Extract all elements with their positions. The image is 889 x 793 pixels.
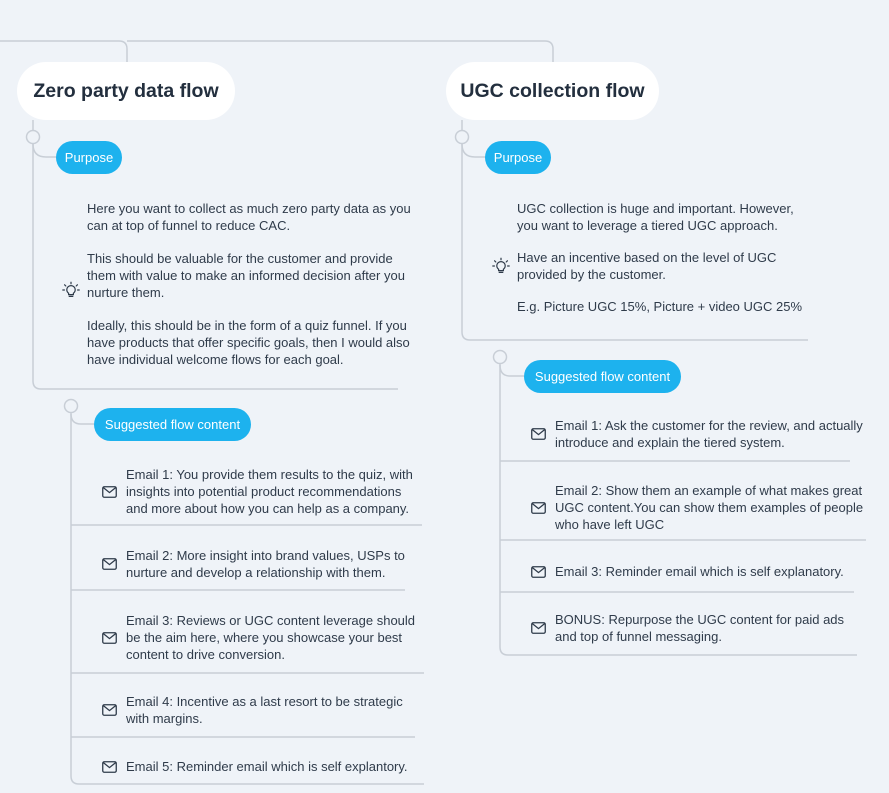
mail-icon	[102, 704, 118, 716]
purpose-note-left	[87, 200, 422, 368]
note-paragraph: This should be valuable for the customer and provide them with value to make an informed decision after you nurture them.	[87, 251, 405, 300]
pill-label: Purpose	[493, 150, 543, 165]
email-text: Email 1: You provide them results to the quiz, with insights into potential product recommendations and more about how you can help as a company.	[126, 467, 413, 516]
email-text: Email 2: Show them an example of what makes great UGC content.You can show them examples of people who have left UGC	[555, 483, 864, 532]
purpose-pill-right[interactable]	[485, 141, 551, 174]
mail-icon	[531, 428, 547, 440]
note-paragraph: Here you want to collect as much zero party data as you can at top of funnel to reduce CAC.	[87, 201, 411, 233]
purpose-pill-left[interactable]	[56, 141, 122, 174]
email-text: Email 5: Reminder email which is self explantory.	[126, 759, 408, 774]
note-paragraph: E.g. Picture UGC 15%, Picture + video UGC 25%	[517, 299, 803, 314]
lightbulb-icon	[62, 281, 80, 299]
purpose-note-right	[517, 200, 809, 315]
email-item[interactable]	[102, 612, 424, 663]
mail-icon	[102, 632, 118, 644]
email-text: Email 4: Incentive as a last resort to be strategic with margins.	[126, 694, 403, 726]
email-item[interactable]	[102, 693, 424, 727]
email-item[interactable]	[102, 758, 424, 775]
mail-icon	[102, 761, 118, 773]
lightbulb-icon	[492, 257, 510, 275]
mail-icon	[531, 622, 547, 634]
pill-label: Purpose	[64, 150, 114, 165]
topic-title: Zero party data flow	[33, 79, 219, 102]
topic-zero-party-data-flow[interactable]	[17, 62, 235, 120]
email-text: Email 3: Reminder email which is self explanatory.	[555, 564, 844, 579]
email-text: Email 3: Reviews or UGC content leverage should be the aim here, where you showcase your best content to drive conversion.	[126, 613, 416, 662]
email-text: BONUS: Repurpose the UGC content for paid ads and top of funnel messaging.	[555, 612, 845, 644]
mail-icon	[531, 566, 547, 578]
email-item[interactable]	[102, 466, 424, 517]
email-text: Email 1: Ask the customer for the review, and actually introduce and explain the tiered system.	[555, 418, 863, 450]
email-item[interactable]	[531, 417, 867, 451]
email-item[interactable]	[531, 563, 867, 580]
email-text: Email 2: More insight into brand values, USPs to nurture and develop a relationship with them.	[126, 548, 405, 580]
pill-label: Suggested flow content	[104, 417, 241, 432]
note-paragraph: Have an incentive based on the level of UGC provided by the customer.	[517, 250, 777, 282]
pill-label: Suggested flow content	[534, 369, 671, 384]
suggested-flow-pill-right[interactable]	[524, 360, 681, 393]
note-paragraph: UGC collection is huge and important. However, you want to leverage a tiered UGC approach.	[517, 201, 794, 233]
email-item[interactable]	[531, 482, 871, 533]
email-item[interactable]	[102, 547, 424, 581]
mail-icon	[102, 486, 118, 498]
topic-ugc-collection-flow[interactable]	[446, 62, 659, 120]
email-item[interactable]	[531, 611, 867, 645]
suggested-flow-pill-left[interactable]	[94, 408, 251, 441]
mail-icon	[102, 558, 118, 570]
note-paragraph: Ideally, this should be in the form of a quiz funnel. If you have products that offer specific goals, then I would also have individual welcome flows for each goal.	[87, 318, 410, 367]
topic-title: UGC collection flow	[460, 79, 645, 102]
mail-icon	[531, 502, 547, 514]
